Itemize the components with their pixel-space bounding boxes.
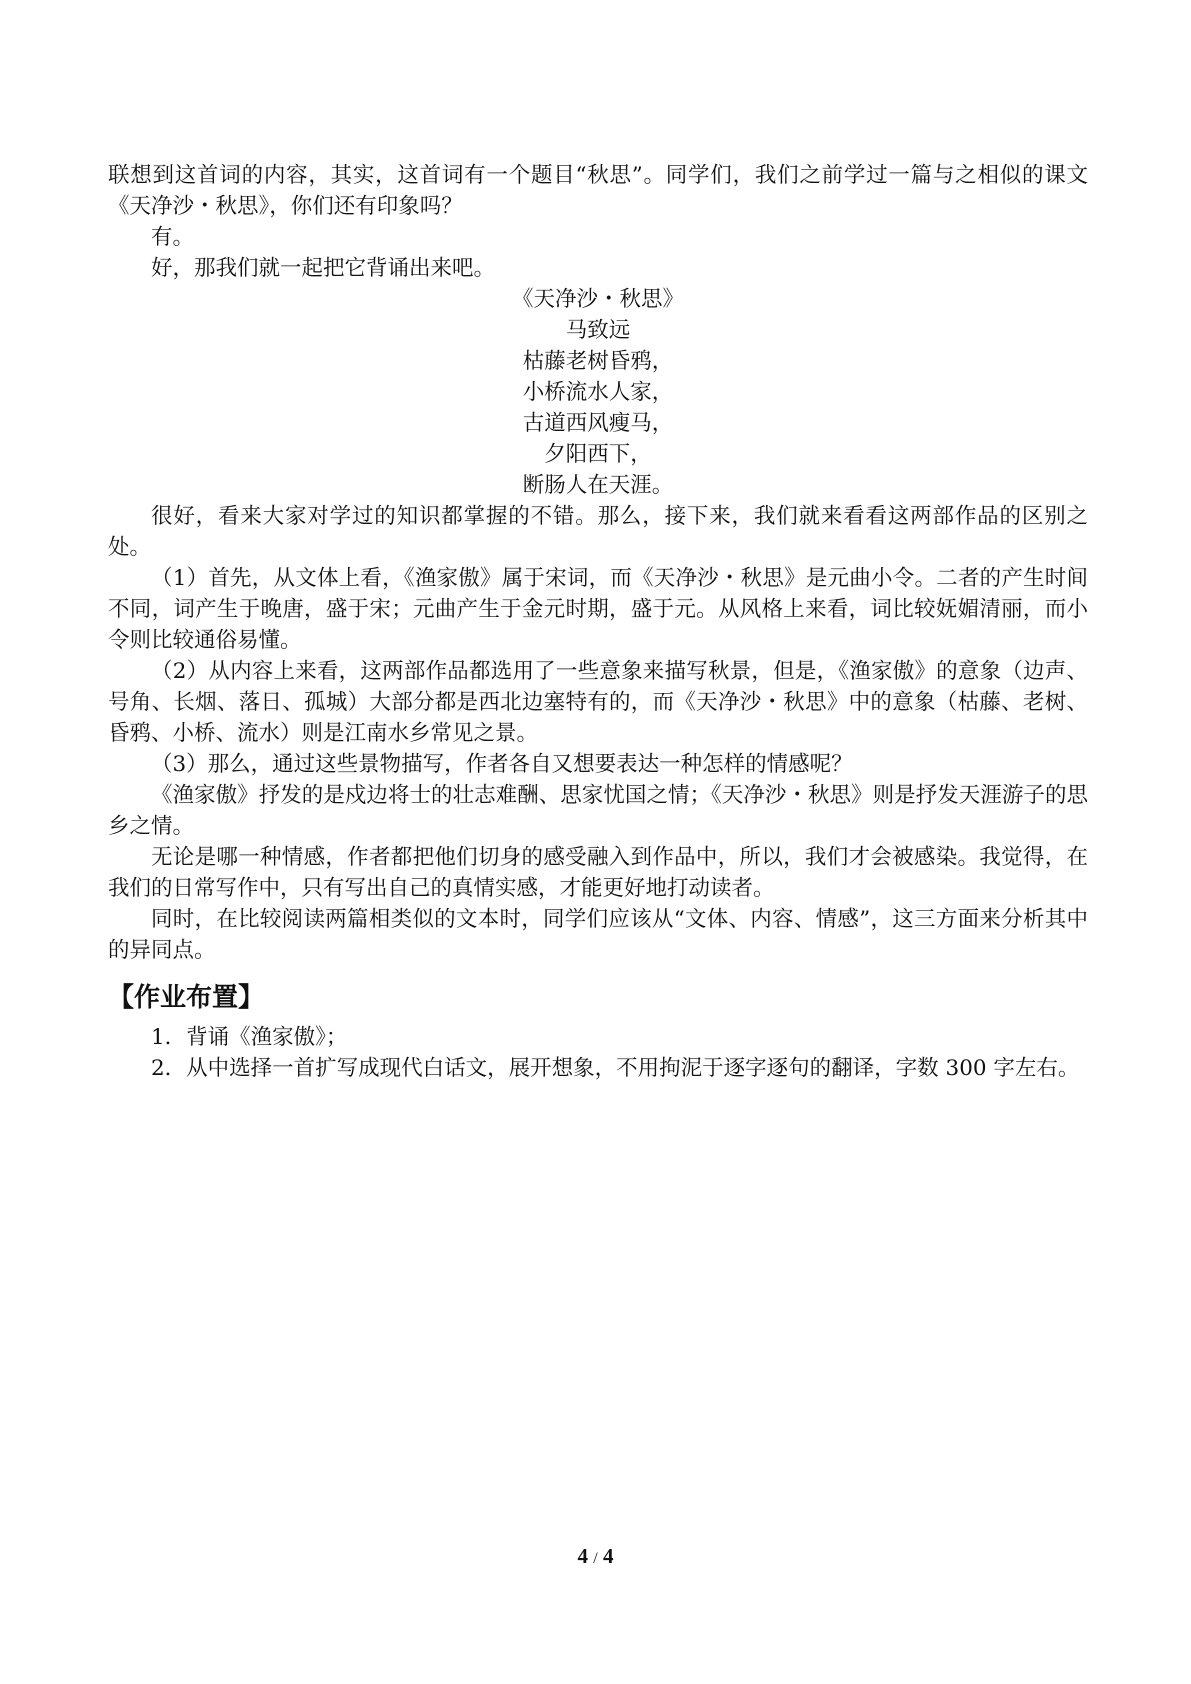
page-number — [0, 1544, 1191, 1569]
poem-line: 枯藤老树昏鸦， — [522, 349, 674, 374]
poem-author: 马致远 — [565, 318, 631, 343]
paragraph-answer: 有。 — [151, 225, 195, 250]
poem-line: 古道西风瘦马， — [522, 411, 674, 436]
homework-heading: 【作业布置】 — [108, 983, 265, 1013]
total-page-number: 4 — [602, 1544, 614, 1568]
poem-title: 《天净沙・秋思》 — [511, 287, 684, 312]
homework-item: 1．背诵《渔家傲》； — [151, 1025, 348, 1050]
poem-line: 夕阳西下， — [544, 442, 652, 467]
paragraph-point-content: （2）从内容上来看，这两部作品都选用了一些意象来描写秋景，但是，《渔家傲》的意象（边声、号角、长烟、落日、孤城）大部分都是西北边塞特有的，而《天净沙・秋思》中的意象（枯藤、老树、昏鸦、小桥、流水）则是江南水乡常见之景。 — [108, 659, 1088, 746]
paragraph-comparison-intro: 很好，看来大家对学过的知识都掌握的不错。那么，接下来，我们就来看看这两部作品的区别之处。 — [108, 504, 1088, 560]
paragraph-summary: 同时，在比较阅读两篇相类似的文本时，同学们应该从“文体、内容、情感”，这三方面来分析其中的异同点。 — [108, 907, 1088, 963]
homework-item: 2．从中选择一首扩写成现代白话文，展开想象，不用拘泥于逐字逐句的翻译，字数 300 字左右。 — [151, 1056, 1080, 1081]
page-number-separator: / — [593, 1550, 598, 1567]
paragraph-point-style: （1）首先，从文体上看，《渔家傲》属于宋词，而《天净沙・秋思》是元曲小令。二者的产生时间不同，词产生于晚唐，盛于宋；元曲产生于金元时期，盛于元。从风格上来看，词比较妩媚清丽，而小令则比较通俗易懂。 — [108, 566, 1088, 653]
paragraph-emotion-answer: 《渔家傲》抒发的是戍边将士的壮志难酬、思家忧国之情；《天净沙・秋思》则是抒发天涯游子的思乡之情。 — [108, 783, 1088, 839]
paragraph-point-emotion-question: （3）那么，通过这些景物描写，作者各自又想要表达一种怎样的情感呢？ — [151, 752, 853, 777]
document-body — [108, 160, 1088, 1084]
paragraph-continued: 联想到这首词的内容，其实，这首词有一个题目“秋思”。同学们，我们之前学过一篇与之相似的课文《天净沙・秋思》，你们还有印象吗？ — [108, 163, 1088, 219]
current-page-number: 4 — [577, 1544, 589, 1568]
poem-line: 断肠人在天涯。 — [522, 473, 674, 498]
poem-block — [108, 284, 1088, 501]
poem-line: 小桥流水人家， — [522, 380, 674, 405]
paragraph-writing-advice: 无论是哪一种情感，作者都把他们切身的感受融入到作品中，所以，我们才会被感染。我觉得，在我们的日常写作中，只有写出自己的真情实感，才能更好地打动读者。 — [108, 845, 1088, 901]
paragraph-recite-prompt: 好，那我们就一起把它背诵出来吧。 — [151, 256, 496, 281]
